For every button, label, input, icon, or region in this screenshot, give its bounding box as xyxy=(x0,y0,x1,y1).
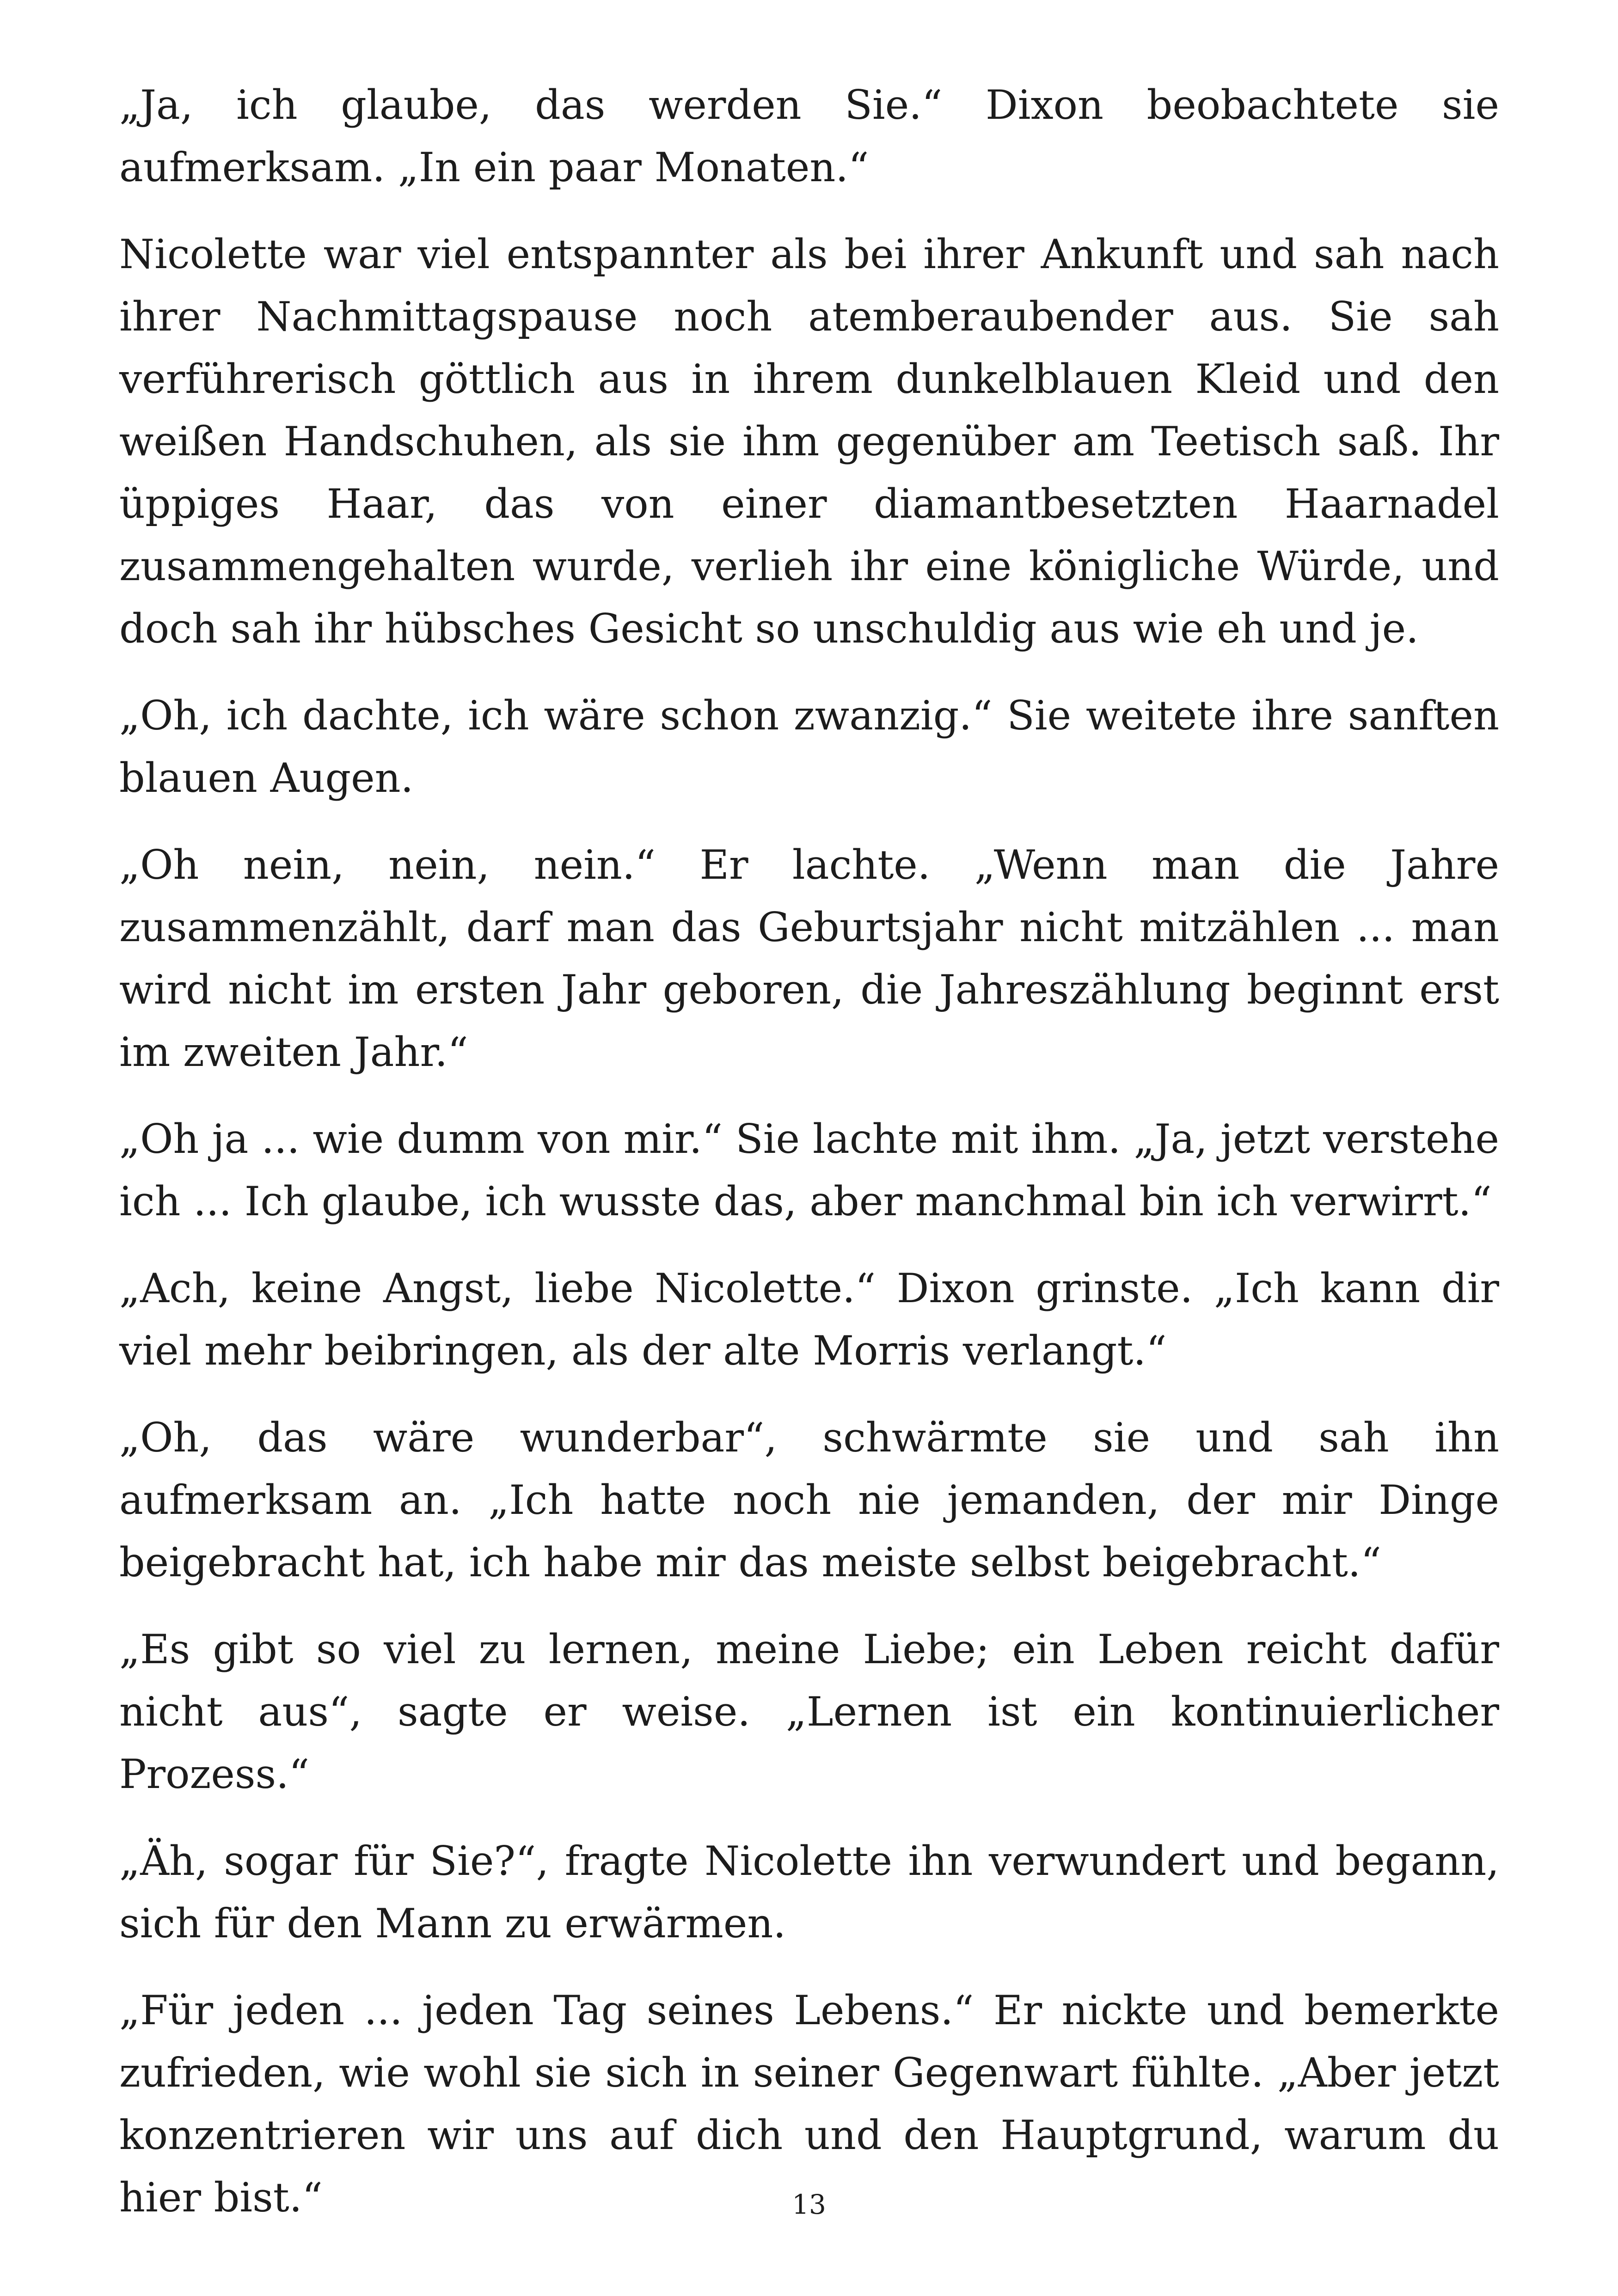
paragraph-6: „Ach, keine Angst, liebe Nicolette.“ Dixon grinste. „Ich kann dir viel mehr beibringen, als der alte Morris verlangt.“ xyxy=(119,1265,1499,1374)
paragraph-1: „Ja, ich glaube, das werden Sie.“ Dixon beobachtete sie aufmerksam. „In ein paar Monaten.“ xyxy=(119,81,1499,191)
paragraph-7: „Oh, das wäre wunderbar“, schwärmte sie und sah ihn aufmerksam an. „Ich hatte noch nie jemanden, der mir Dinge beigebracht hat, ich habe mir das meiste selbst beigebracht.“ xyxy=(119,1414,1499,1586)
paragraph-10: „Für jeden ... jeden Tag seines Lebens.“ Er nickte und bemerkte zufrieden, wie wohl sie sich in seiner Gegenwart fühlte. „Aber jetzt konzentrieren wir uns auf dich und den Hauptgrund, warum du hier bist.“ xyxy=(119,1987,1499,2221)
paragraph-9: „Äh, sogar für Sie?“, fragte Nicolette ihn verwundert und begann, sich für den Mann zu erwärmen. xyxy=(119,1837,1499,1947)
body-text xyxy=(119,74,1499,2253)
paragraph-3: „Oh, ich dachte, ich wäre schon zwanzig.“ Sie weitete ihre sanften blauen Augen. xyxy=(119,692,1499,802)
paragraph-2: Nicolette war viel entspannter als bei ihrer Ankunft und sah nach ihrer Nachmittagspause noch atemberaubender aus. Sie sah verführerisch göttlich aus in ihrem dunkelblauen Kleid und den weißen Handschuhen, als sie ihm gegenüber am Teetisch saß. Ihr üppiges Haar, das von einer diamantbesetzten Haarnadel zusammengehalten wurde, verlieh ihr eine königliche Würde, und doch sah ihr hübsches Gesicht so unschuldig aus wie eh und je. xyxy=(119,231,1499,652)
paragraph-4: „Oh nein, nein, nein.“ Er lachte. „Wenn man die Jahre zusammenzählt, darf man das Geburtsjahr nicht mitzählen ... man wird nicht im ersten Jahr geboren, die Jahreszählung beginnt erst im zweiten Jahr.“ xyxy=(119,841,1499,1076)
paragraph-8: „Es gibt so viel zu lernen, meine Liebe; ein Leben reicht dafür nicht aus“, sagte er weise. „Lernen ist ein kontinuierlicher Prozess.“ xyxy=(119,1626,1499,1798)
paragraph-5: „Oh ja ... wie dumm von mir.“ Sie lachte mit ihm. „Ja, jetzt verstehe ich ... Ich glaube, ich wusste das, aber manchmal bin ich verwirrt.“ xyxy=(119,1115,1499,1225)
page-number: 13 xyxy=(792,2189,826,2220)
